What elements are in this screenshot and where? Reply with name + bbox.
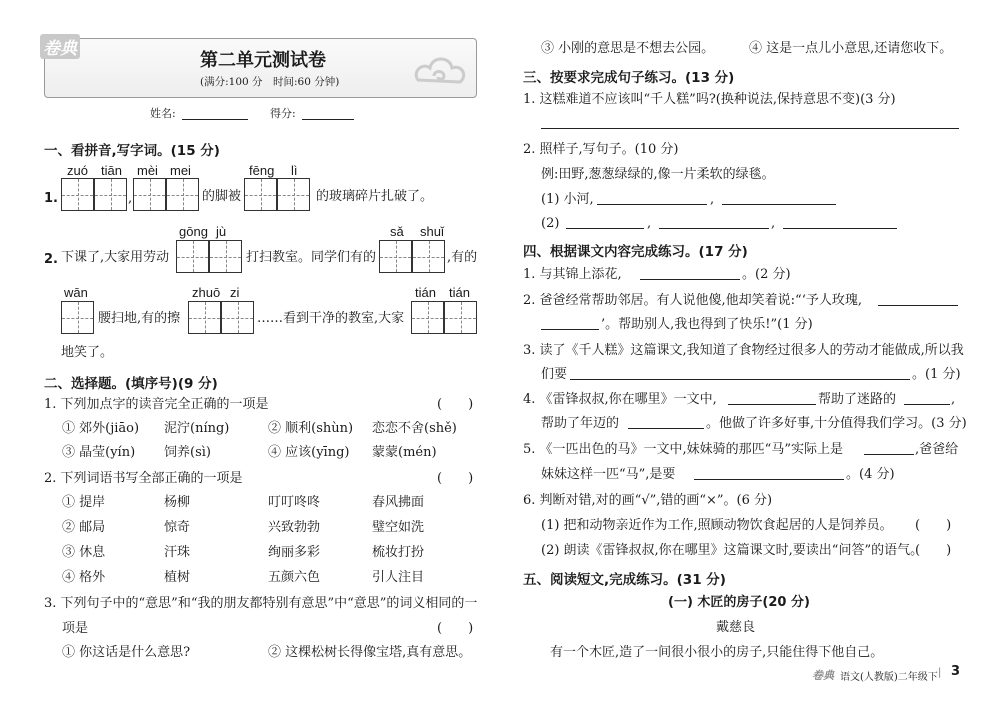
pinyin: wān xyxy=(64,285,88,300)
answer-paren[interactable]: ( ) xyxy=(915,543,952,558)
answer-line[interactable] xyxy=(878,294,958,306)
option: ② 顺利(shùn) xyxy=(268,421,354,436)
option: ④ 这是一点儿小意思,还请您收下。 xyxy=(749,41,953,56)
question-text: 。他做了许多好事,十分值得我们学习。(3 分) xyxy=(706,416,967,431)
footer-text: 语文(人教版)二年级下 xyxy=(840,672,938,683)
question-text: ’。帮助别人,我也得到了快乐!”(1 分) xyxy=(601,317,813,332)
option: ① 你这话是什么意思? xyxy=(62,645,191,660)
question-stem: 2. 爸爸经常帮助邻居。有人说他傻,他却笑着说:“‘予人玫瑰, xyxy=(523,293,862,308)
question-text: 下课了,大家用劳动 xyxy=(61,250,170,265)
answer-paren[interactable]: ( ) xyxy=(437,471,474,486)
question-stem: 5. 《一匹出色的马》一文中,妹妹骑的那匹“马”实际上是 xyxy=(523,442,843,457)
pinyin: shuǐ xyxy=(420,224,444,239)
question-number: 1. xyxy=(44,191,58,206)
option: 五颜六色 xyxy=(268,570,321,585)
answer-line[interactable] xyxy=(640,268,740,280)
option: ③ 小刚的意思是不想去公园。 xyxy=(541,41,715,56)
answer-box[interactable] xyxy=(244,178,277,211)
option: 梳妆打扮 xyxy=(372,545,425,560)
question-stem: 1. 这糕难道不应该叫“千人糕”吗?(换种说法,保持意思不变)(3 分) xyxy=(523,92,896,107)
pinyin: tián xyxy=(449,285,470,300)
question-text: 。(4 分) xyxy=(846,467,895,482)
answer-box[interactable] xyxy=(61,178,94,211)
answer-paren[interactable]: ( ) xyxy=(437,621,474,636)
option: 恋恋不舍(shě) xyxy=(372,421,457,436)
pinyin: lì xyxy=(291,163,298,178)
comma: , xyxy=(647,216,652,231)
question-stem: 项是 xyxy=(62,621,89,636)
passage-text: 有一个木匠,造了一间很小很小的房子,只能住得下他自己。 xyxy=(550,645,884,660)
answer-line[interactable] xyxy=(864,443,914,455)
question-text: 。(2 分) xyxy=(742,267,791,282)
section-1-heading: 一、看拼音,写字词。(15 分) xyxy=(44,143,220,159)
pinyin: sǎ xyxy=(390,224,404,239)
option: ④ 应该(yīng) xyxy=(268,445,350,460)
question-text: 妹妹这样一匹“马”,是要 xyxy=(541,467,676,482)
question-stem: 3. 下列句子中的“意思”和“我的朋友都特别有意思”中“意思”的词义相同的一 xyxy=(44,596,478,611)
option: 泥泞(níng) xyxy=(164,421,230,436)
example-sentence: 例:田野,葱葱绿绿的,像一片柔软的绿毯。 xyxy=(541,167,775,182)
option: 叮叮咚咚 xyxy=(268,495,321,510)
passage-author: 戴慈良 xyxy=(716,620,756,635)
statement: (2) 朗读《雷锋叔叔,你在哪里》这篇课文时,要读出“问答”的语气。 xyxy=(541,543,924,558)
comma: , xyxy=(128,191,133,206)
question-text: 地笑了。 xyxy=(61,345,114,360)
option: 汗珠 xyxy=(164,545,191,560)
item-label: (2) xyxy=(541,216,560,231)
answer-box[interactable] xyxy=(188,301,221,334)
section-2-heading: 二、选择题。(填序号)(9 分) xyxy=(44,376,218,392)
name-field[interactable] xyxy=(182,108,248,120)
pinyin: fēng xyxy=(249,163,275,178)
page-title: 第二单元测试卷 xyxy=(200,50,326,71)
answer-box[interactable] xyxy=(94,178,127,211)
pinyin: zi xyxy=(230,285,240,300)
exam-info: (满分:100 分 时间:60 分钟) xyxy=(200,76,340,88)
question-text: ,有的 xyxy=(447,250,478,265)
footer-logo: 卷典 xyxy=(812,669,834,682)
cloud-decoration-icon xyxy=(410,50,470,94)
option: 引人注目 xyxy=(372,570,425,585)
page-number: 3 xyxy=(951,664,961,679)
question-stem: 2. 下列词语书写全部正确的一项是 xyxy=(44,471,243,486)
option: ② 邮局 xyxy=(62,520,106,535)
question-text: 们要 xyxy=(541,367,568,382)
answer-line[interactable] xyxy=(566,217,644,229)
option: 蒙蒙(mén) xyxy=(372,445,437,460)
question-stem: 1. 与其锦上添花, xyxy=(523,267,622,282)
answer-box[interactable] xyxy=(221,301,254,334)
answer-line[interactable] xyxy=(628,417,704,429)
score-field[interactable] xyxy=(302,108,354,120)
answer-line[interactable] xyxy=(541,318,599,330)
comma: , xyxy=(951,392,956,407)
score-label: 得分: xyxy=(270,107,296,120)
section-4-heading: 四、根据课文内容完成练习。(17 分) xyxy=(523,244,748,260)
brand-logo: 卷典 xyxy=(40,34,80,59)
item-label: (1) 小河, xyxy=(541,192,594,207)
pinyin: tiān xyxy=(101,163,122,178)
answer-box[interactable] xyxy=(176,240,209,273)
question-stem: 1. 下列加点字的读音完全正确的一项是 xyxy=(44,397,269,412)
question-stem: 6. 判断对错,对的画“√”,错的画“×”。(6 分) xyxy=(523,493,773,508)
answer-line[interactable] xyxy=(694,468,844,480)
answer-box[interactable] xyxy=(166,178,199,211)
pinyin: mèi xyxy=(137,163,158,178)
question-stem: 4. 《雷锋叔叔,你在哪里》一文中, xyxy=(523,392,717,407)
option: ③ 晶莹(yín) xyxy=(62,445,136,460)
answer-box[interactable] xyxy=(444,301,477,334)
option: ④ 格外 xyxy=(62,570,106,585)
answer-line[interactable] xyxy=(597,193,707,205)
answer-line[interactable] xyxy=(541,117,959,129)
answer-line[interactable] xyxy=(728,393,816,405)
comma: , xyxy=(771,216,776,231)
option: ① 郊外(jiāo) xyxy=(62,421,140,436)
pinyin: jù xyxy=(216,224,227,239)
question-stem: 2. 照样子,写句子。(10 分) xyxy=(523,142,679,157)
option: ② 这棵松树长得像宝塔,真有意思。 xyxy=(268,645,472,660)
answer-line[interactable] xyxy=(570,368,910,380)
question-text: 帮助了迷路的 xyxy=(818,392,897,407)
option: 春风拂面 xyxy=(372,495,425,510)
answer-box[interactable] xyxy=(411,301,444,334)
answer-line[interactable] xyxy=(904,393,950,405)
question-text: ……看到干净的教室,大家 xyxy=(257,311,405,326)
answer-box[interactable] xyxy=(61,301,94,334)
answer-box[interactable] xyxy=(277,178,310,211)
question-text: 打扫教室。同学们有的 xyxy=(246,250,377,265)
footer-separator: | xyxy=(938,667,942,678)
pinyin: gōng xyxy=(179,224,208,239)
option: 植树 xyxy=(164,570,191,585)
question-text: 帮助了年迈的 xyxy=(541,416,620,431)
passage-title: (一) 木匠的房子(20 分) xyxy=(668,595,810,610)
option: 杨柳 xyxy=(164,495,191,510)
answer-paren[interactable]: ( ) xyxy=(915,518,952,533)
name-label: 姓名: xyxy=(150,107,176,120)
option: 绚丽多彩 xyxy=(268,545,321,560)
option: 兴致勃勃 xyxy=(268,520,321,535)
answer-box[interactable] xyxy=(379,240,412,273)
pinyin: tián xyxy=(415,285,436,300)
answer-box[interactable] xyxy=(412,240,445,273)
statement: (1) 把和动物亲近作为工作,照顾动物饮食起居的人是饲养员。 xyxy=(541,518,893,533)
option: ① 提岸 xyxy=(62,495,106,510)
question-text: 的玻璃碎片扎破了。 xyxy=(316,189,434,204)
pinyin: zuó xyxy=(67,163,88,178)
answer-line[interactable] xyxy=(783,217,897,229)
option: 惊奇 xyxy=(164,520,191,535)
question-number: 2. xyxy=(44,252,58,267)
answer-box[interactable] xyxy=(209,240,242,273)
comma: , xyxy=(710,192,715,207)
pinyin: mei xyxy=(170,163,191,178)
option: ③ 休息 xyxy=(62,545,106,560)
answer-line[interactable] xyxy=(722,193,836,205)
question-text: 。(1 分) xyxy=(912,367,961,382)
answer-paren[interactable]: ( ) xyxy=(437,397,474,412)
option: 饲养(sì) xyxy=(164,445,211,460)
section-3-heading: 三、按要求完成句子练习。(13 分) xyxy=(523,70,735,86)
question-text: 的脚被 xyxy=(202,189,242,204)
option: 璧空如洗 xyxy=(372,520,425,535)
question-text: 腰扫地,有的擦 xyxy=(98,311,181,326)
answer-line[interactable] xyxy=(659,217,769,229)
answer-box[interactable] xyxy=(133,178,166,211)
pinyin: zhuō xyxy=(192,285,221,300)
question-text: ,爸爸给 xyxy=(915,442,959,457)
section-5-heading: 五、阅读短文,完成练习。(31 分) xyxy=(523,572,726,588)
question-stem: 3. 读了《千人糕》这篇课文,我知道了食物经过很多人的劳动才能做成,所以我 xyxy=(523,343,964,358)
